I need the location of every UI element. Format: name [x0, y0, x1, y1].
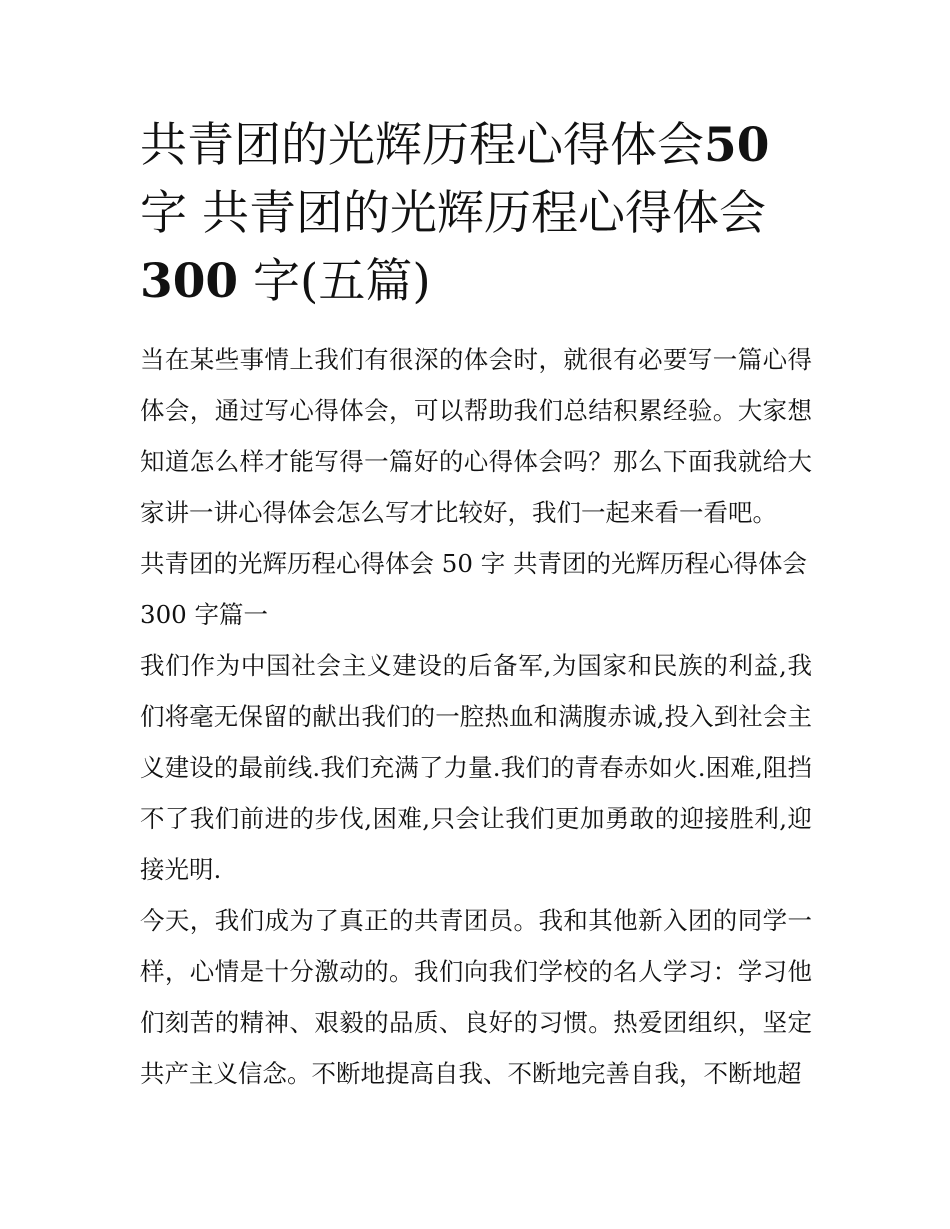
intro-paragraph: 当在某些事情上我们有很深的体会时，就很有必要写一篇心得体会，通过写心得体会，可以帮助我们总结积累经验。大家想知道怎么样才能写得一篇好的心得体会吗？那么下面我就给大家讲一讲心得体会怎么写才比较好，我们一起来看一看吧。 [140, 345, 812, 527]
body-paragraph-1: 我们作为中国社会主义建设的后备军,为国家和民族的利益,我们将毫无保留的献出我们的一腔热血和满腹赤诚,投入到社会主义建设的最前线.我们充满了力量.我们的青春赤如火.困难,阻挡不了我们前进的步伐,困难,只会让我们更加勇敢的迎接胜利,迎接光明. [140, 651, 812, 884]
document-body [140, 334, 812, 1099]
title-text-3: 字(五篇) [238, 254, 431, 309]
document-title [140, 112, 812, 316]
section-heading: 共青团的光辉历程心得体会 50 字 共青团的光辉历程心得体会 300 字篇一 [140, 549, 808, 629]
title-text-1: 共青团的光辉历程心得体会 [140, 118, 704, 173]
body-paragraph-2: 今天，我们成为了真正的共青团员。我和其他新入团的同学一样，心情是十分激动的。我们向我们学校的名人学习：学习他们刻苦的精神、艰毅的品质、良好的习惯。热爱团组织，坚定共产主义信念。不断地提高自我、不断地完善自我，不断地超 [140, 906, 812, 1088]
title-number-1: 50 [704, 118, 770, 173]
document-page [140, 112, 812, 1099]
title-number-2: 300 [140, 254, 239, 309]
title-text-2: 字 共青团的光辉历程心得体会 [140, 186, 766, 241]
